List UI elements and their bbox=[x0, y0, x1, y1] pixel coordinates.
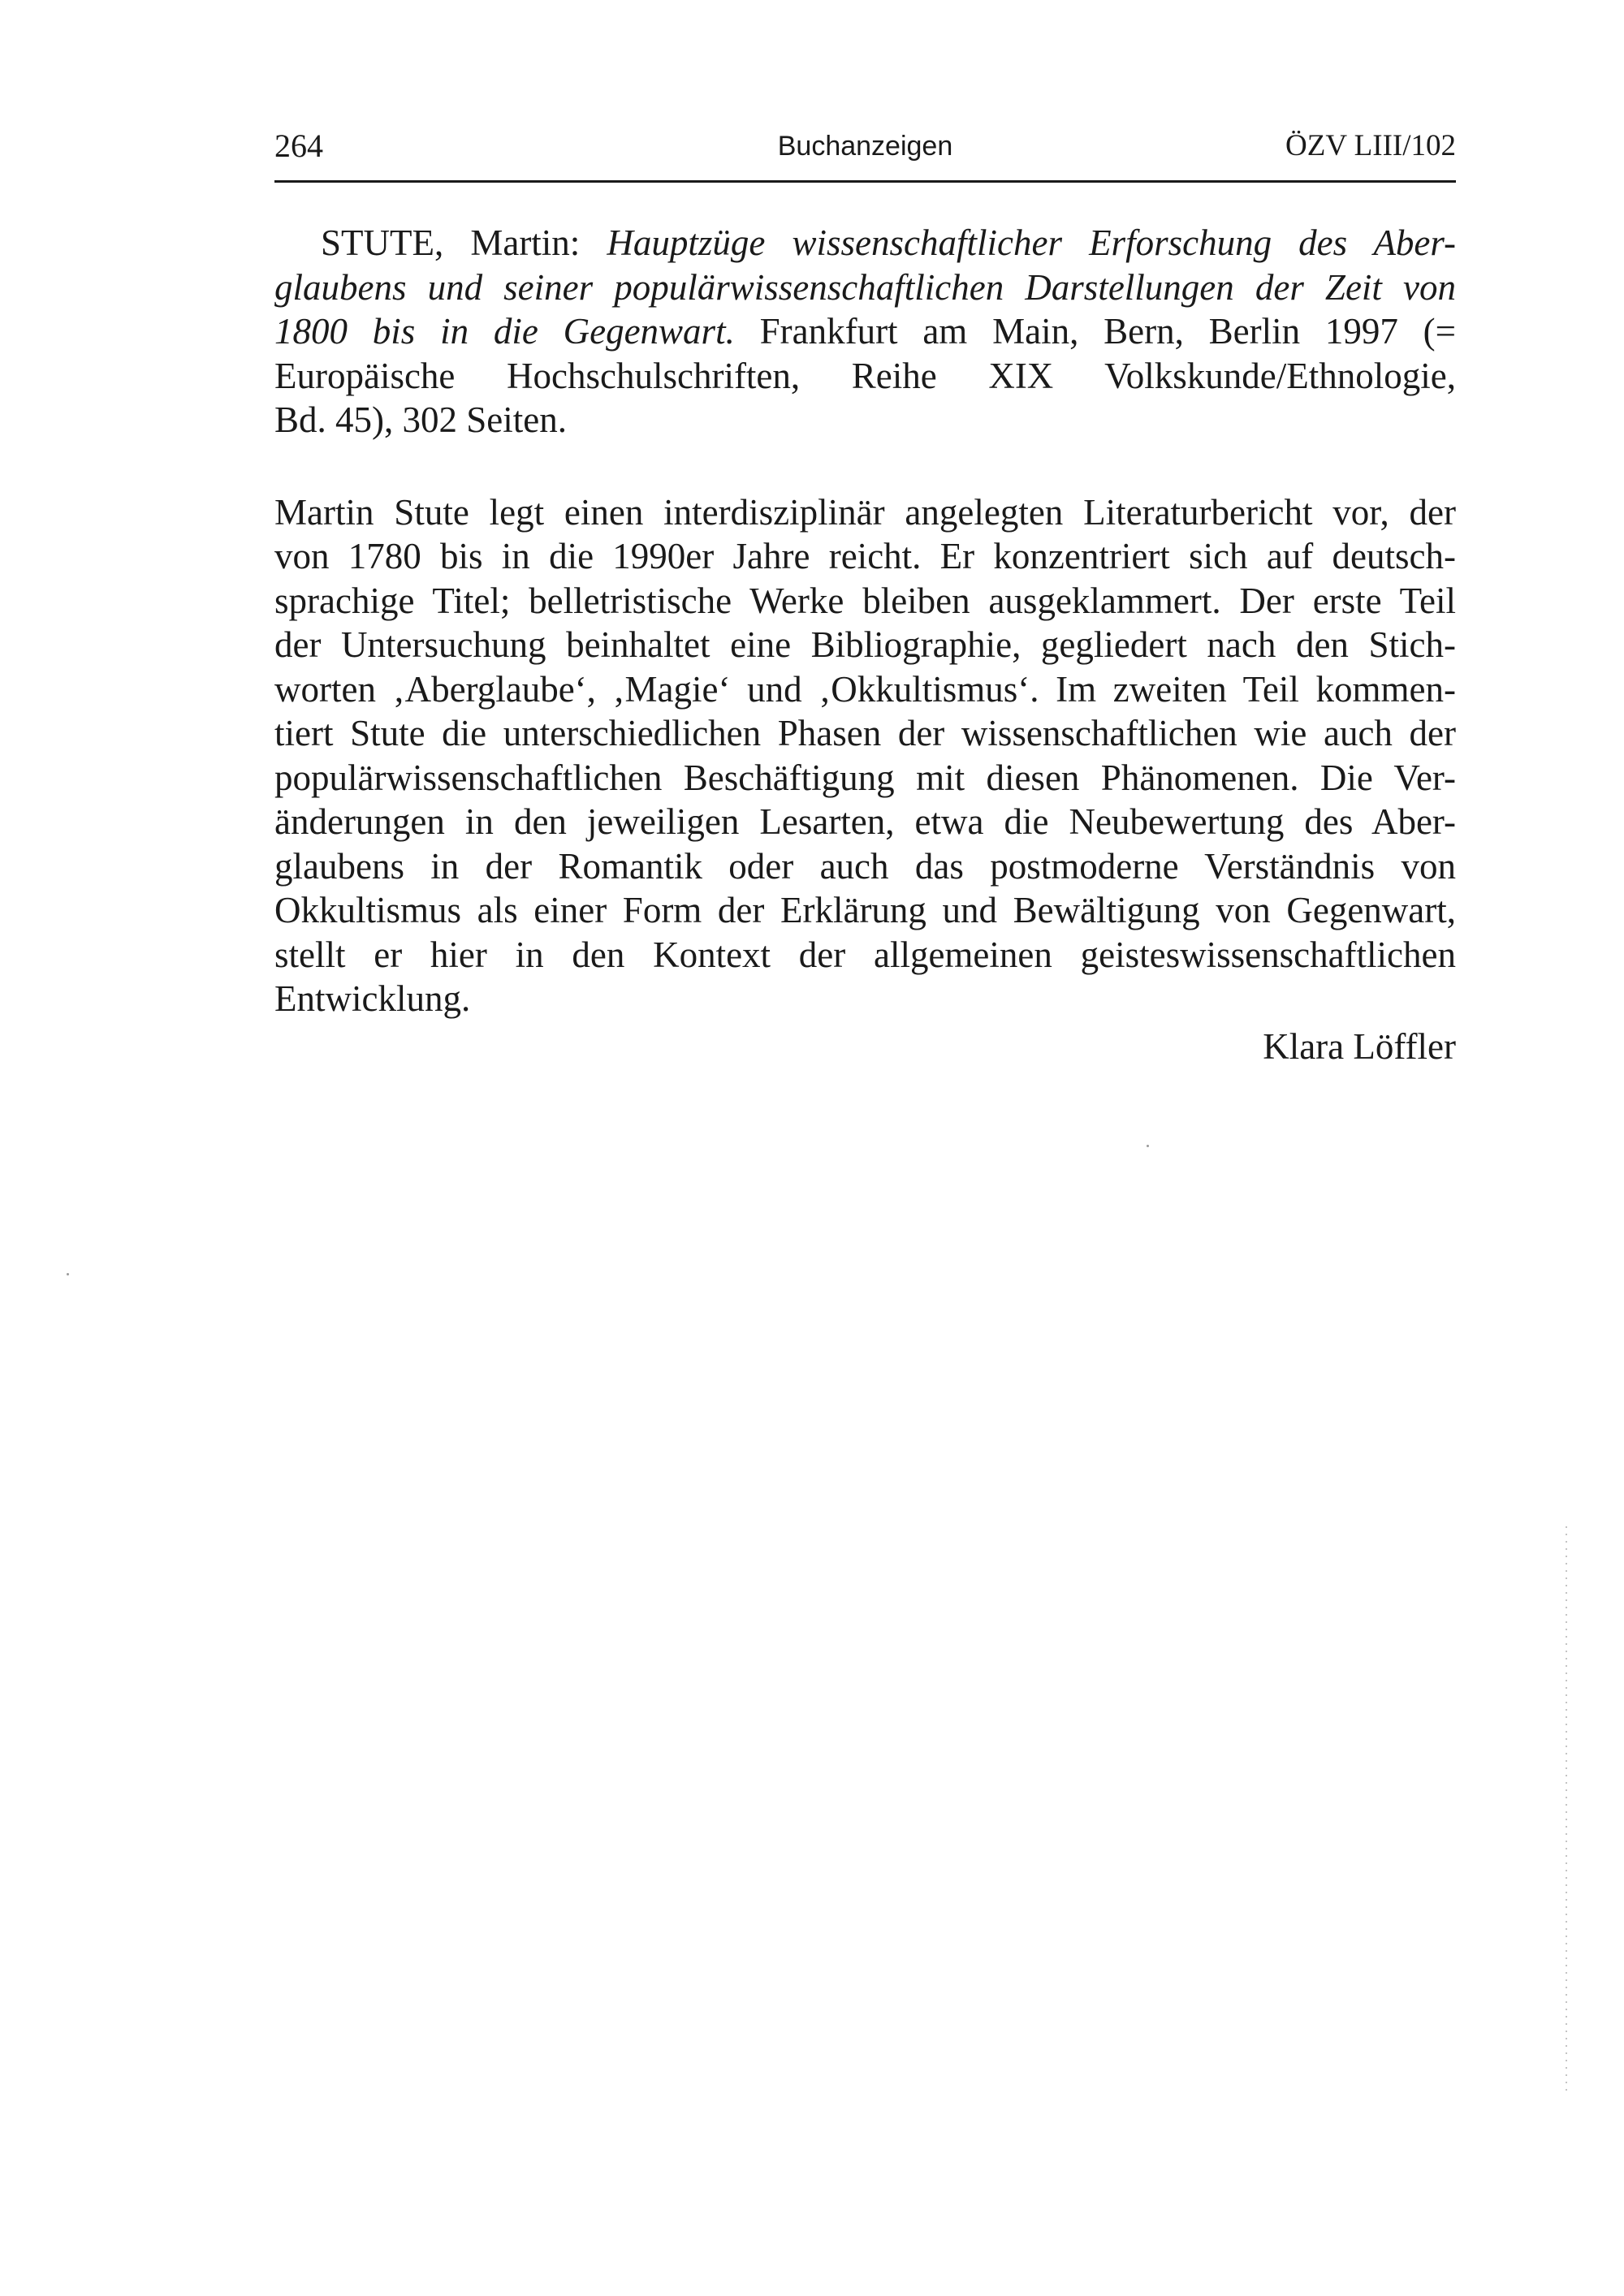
review-paragraph bbox=[274, 490, 1456, 1021]
section-title: Buchanzeigen bbox=[777, 131, 953, 162]
citation-line: Bd. 45), 302 Seiten. bbox=[274, 399, 567, 440]
citation-line: glaubens und seiner populärwissenschaftlichen Darstellungen der Zeit von bbox=[274, 266, 1456, 308]
citation-title-part: 1800 bis in die Gegenwart. bbox=[274, 311, 735, 352]
review-line: worten ‚Aberglaube‘, ‚Magie‘ und ‚Okkultismus‘. Im zweiten Teil kommen- bbox=[274, 668, 1456, 710]
citation-author: STUTE, Martin: bbox=[321, 222, 607, 263]
review-line: der Untersuchung beinhaltet eine Bibliographie, gegliedert nach den Stich- bbox=[274, 624, 1456, 665]
review-line: von 1780 bis in die 1990er Jahre reicht. Er konzentriert sich auf deutsch- bbox=[274, 536, 1456, 576]
review-line: populärwissenschaftlichen Beschäftigung mit diesen Phänomenen. Die Ver- bbox=[274, 757, 1456, 798]
paragraph-gap bbox=[274, 442, 1456, 490]
scan-speck bbox=[1147, 1145, 1149, 1147]
header-divider bbox=[274, 180, 1456, 183]
book-notice bbox=[274, 221, 1456, 1068]
review-line: Entwicklung. bbox=[274, 978, 471, 1019]
review-line: Okkultismus als einer Form der Erklärung und Bewältigung von Gegenwart, bbox=[274, 890, 1456, 930]
journal-reference: ÖZV LIII/102 bbox=[1285, 129, 1456, 162]
citation-line bbox=[274, 309, 1456, 354]
citation-publication: Frankfurt am Main, Bern, Berlin 1997 (= bbox=[734, 311, 1456, 352]
citation-line: Europäische Hochschulschriften, Reihe XIX Volkskunde/Ethnologie, bbox=[274, 355, 1456, 396]
citation-line bbox=[274, 221, 1456, 265]
page-number: 264 bbox=[274, 127, 323, 164]
review-line: änderungen in den jeweiligen Lesarten, etwa die Neubewertung des Aber- bbox=[274, 801, 1456, 842]
citation-title-part: Hauptzüge wissenschaftlicher Erforschung des Aber- bbox=[607, 222, 1457, 263]
bibliographic-citation bbox=[274, 221, 1456, 442]
reviewer-signature: Klara Löffler bbox=[1263, 1025, 1456, 1067]
review-line: Martin Stute legt einen interdisziplinär angelegten Literaturbericht vor, der bbox=[274, 491, 1456, 533]
running-head bbox=[274, 122, 1456, 170]
review-line: stellt er hier in den Kontext der allgemeinen geisteswissenschaftlichen bbox=[274, 934, 1456, 975]
review-line: glaubens in der Romantik oder auch das postmoderne Verständnis von bbox=[274, 845, 1456, 887]
scan-speck bbox=[67, 1273, 69, 1275]
review-line: sprachige Titel; belletristische Werke bleiben ausgeklammert. Der erste Teil bbox=[274, 580, 1456, 621]
scan-edge-artifact bbox=[1566, 1526, 1567, 2095]
review-line: tiert Stute die unterschiedlichen Phasen der wissenschaftlichen wie auch der bbox=[274, 713, 1456, 753]
